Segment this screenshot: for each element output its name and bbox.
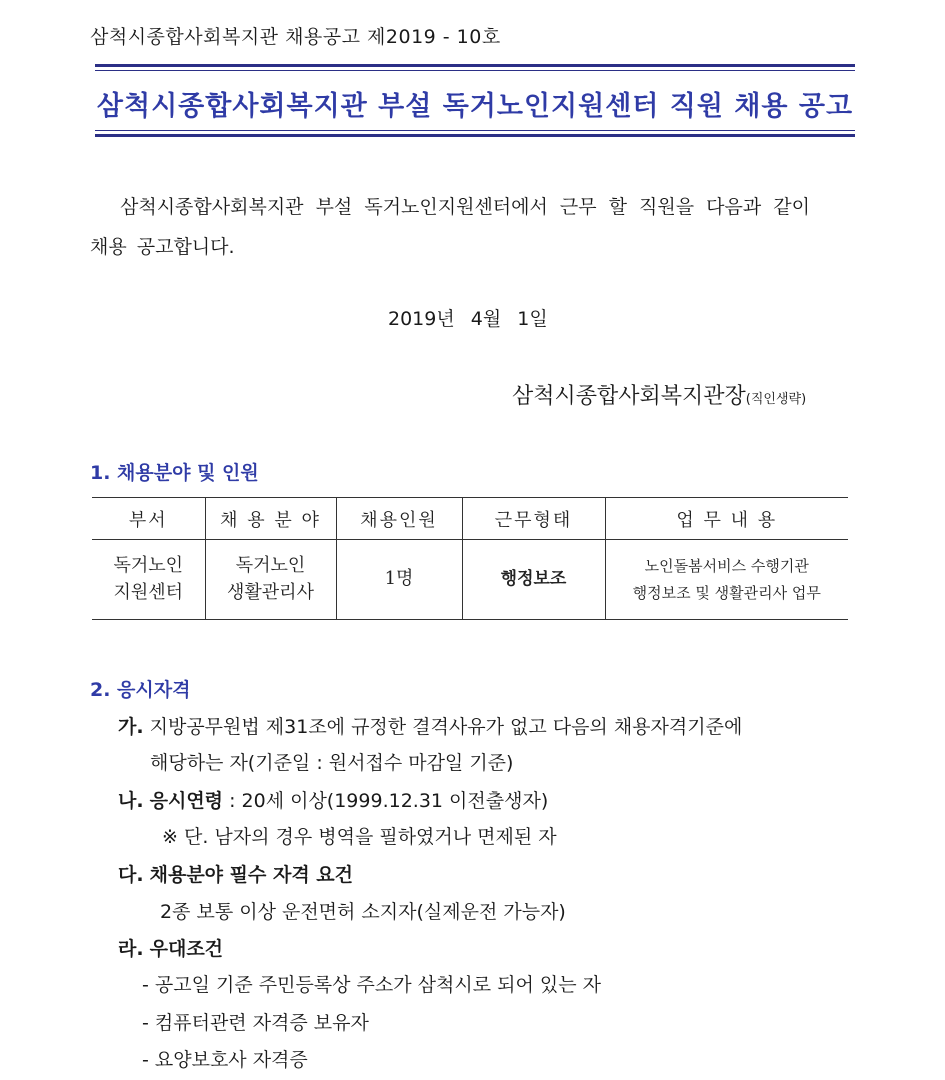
- seal-note: (직인생략): [745, 392, 807, 407]
- recruitment-table: [92, 497, 848, 620]
- item-da: [118, 860, 353, 887]
- cell-type: 행정보조: [462, 540, 605, 620]
- notice-date: 2019년 4월 1일: [388, 308, 548, 330]
- field-line-2: 생활관리사: [227, 581, 314, 603]
- item-na: [118, 786, 548, 813]
- cell-field: [205, 540, 336, 620]
- header-count: 채용인원: [336, 498, 462, 540]
- dept-line-2: 지원센터: [113, 581, 184, 603]
- title-rule-bottom-thin: [95, 130, 855, 131]
- intro-line-2: 채용 공고합니다.: [90, 236, 235, 258]
- item-na-title: 응시연령: [149, 790, 224, 812]
- duty-line-2: 행정보조 및 생활관리사 업무: [632, 583, 821, 602]
- cell-count: 1명: [336, 540, 462, 620]
- item-ga-line-1: [118, 712, 742, 739]
- signer-name: 삼척시종합사회복지관장: [512, 384, 746, 409]
- intro-line-1: 삼척시종합사회복지관 부설 독거노인지원센터에서 근무 할 직원을 다음과 같이: [120, 196, 810, 218]
- cell-duty: [605, 540, 848, 620]
- item-ra-label: 라.: [118, 938, 144, 960]
- document-number: 삼척시종합사회복지관 채용공고 제2019 - 10호: [90, 26, 501, 48]
- section-2-heading: 2. 응시자격: [90, 679, 191, 701]
- header-type: 근무형태: [462, 498, 605, 540]
- notice-title: 삼척시종합사회복지관 부설 독거노인지원센터 직원 채용 공고: [96, 91, 854, 122]
- duty-line-1: 노인돌봄서비스 수행기관: [644, 557, 809, 576]
- item-na-note: ※ 단. 남자의 경우 병역을 필하였거나 면제된 자: [162, 826, 557, 848]
- title-rule-bottom-thick: [95, 134, 855, 137]
- table-row: [92, 540, 848, 620]
- header-dept: 부서: [92, 498, 205, 540]
- section-1-heading: 1. 채용분야 및 인원: [90, 462, 259, 484]
- item-ga-label: 가.: [118, 716, 144, 738]
- list-item: - 컴퓨터관련 자격증 보유자: [142, 1012, 369, 1034]
- header-duty: 업 무 내 용: [605, 498, 848, 540]
- signer: [512, 379, 806, 410]
- item-da-title: 채용분야 필수 자격 요건: [149, 864, 354, 886]
- list-item: - 요양보호사 자격증: [142, 1049, 308, 1071]
- dept-line-1: 독거노인: [113, 555, 184, 577]
- item-da-text: 2종 보통 이상 운전면허 소지자(실제운전 가능자): [160, 901, 566, 923]
- table-header-row: [92, 498, 848, 540]
- item-ga-line-2: 해당하는 자(기준일 : 원서접수 마감일 기준): [150, 752, 514, 774]
- item-da-label: 다.: [118, 864, 144, 886]
- item-na-label: 나.: [118, 790, 144, 812]
- item-na-text: : 20세 이상(1999.12.31 이전출생자): [223, 790, 549, 812]
- header-field: 채 용 분 야: [205, 498, 336, 540]
- item-ga-text-1: 지방공무원법 제31조에 규정한 결격사유가 없고 다음의 채용자격기준에: [149, 716, 743, 738]
- item-ra: [118, 934, 223, 961]
- list-item: - 공고일 기준 주민등록상 주소가 삼척시로 되어 있는 자: [142, 974, 601, 996]
- item-ra-title: 우대조건: [149, 938, 224, 960]
- cell-dept: [92, 540, 205, 620]
- title-rule-top-thin: [95, 70, 855, 71]
- field-line-1: 독거노인: [235, 555, 306, 577]
- title-rule-top-thick: [95, 64, 855, 67]
